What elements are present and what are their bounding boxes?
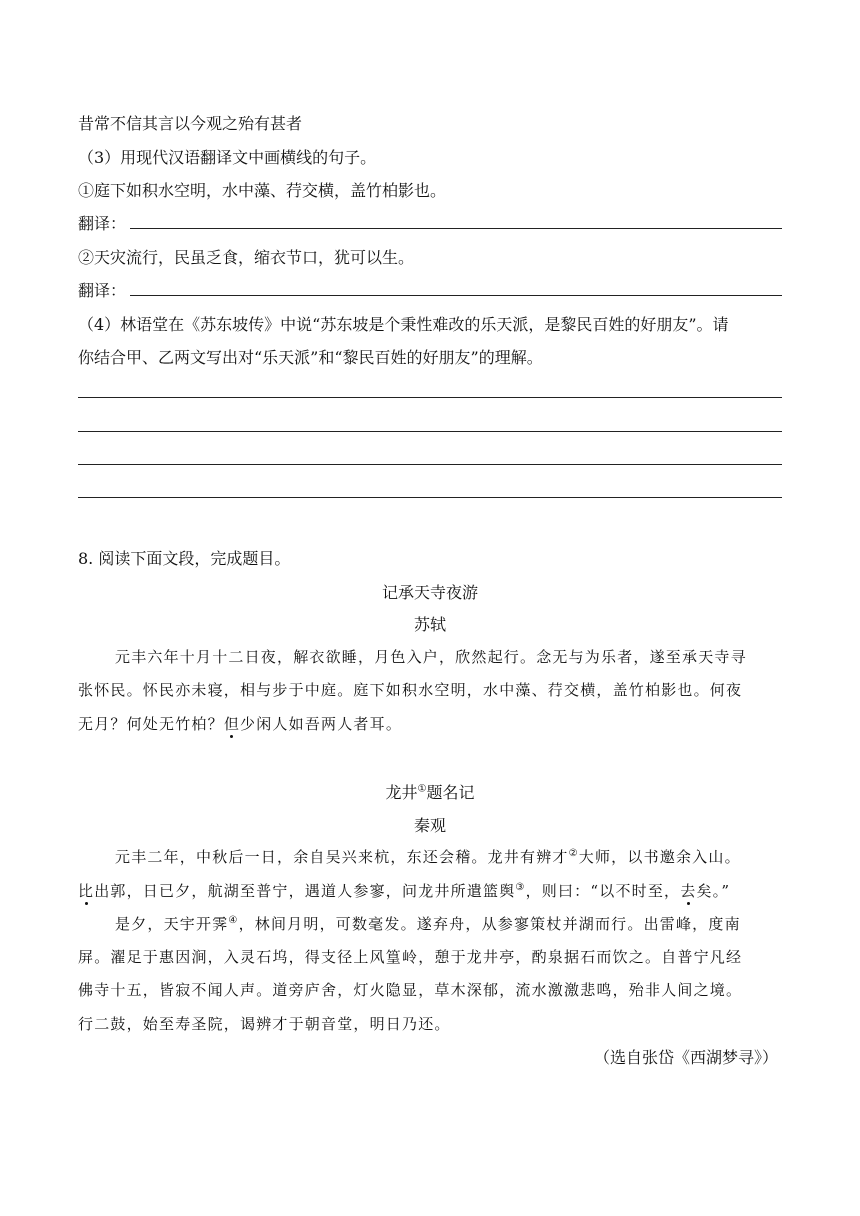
emphasis-dot-char: 比 [78,882,95,900]
answer-line-4[interactable] [78,497,782,498]
answer-line-translate-2[interactable] [130,295,782,296]
q8-prompt: 8. 阅读下面文段，完成题目。 [78,549,291,568]
q7-4-prompt-line-1: （4）林语堂在《苏东坡传》中说“苏东坡是个秉性难改的乐天派，是黎民百姓的好朋友”。请 [78,315,729,334]
q7-4-prompt-line-2: 你结合甲、乙两文写出对“乐天派”和“黎民百姓的好朋友”的理解。 [78,348,543,367]
q7-tail-text: 昔常不信其言以今观之殆有甚者 [78,114,303,133]
answer-line-3[interactable] [78,464,782,465]
text1-line-2: 张怀民。怀民亦未寝，相与步于中庭。庭下如积水空明，水中藻、荇交横，盖竹柏影也。何夜 [78,681,743,699]
text2-title: 龙井①题名记 [385,783,475,802]
text2-line-5: 佛寺十五，皆寂不闻人声。道旁庐舍，灯火隐显，草木深郁，流水激激悲鸣，殆非人间之境。 [78,981,743,999]
q7-3-prompt: （3）用现代汉语翻译文中画横线的句子。 [78,148,377,167]
emphasis-dot-char: 但 [223,715,241,733]
text2-author: 秦观 [413,816,446,835]
text1-title: 记承天寺夜游 [381,583,478,602]
text2-source: （选自张岱《西湖梦寻》） [593,1048,778,1067]
translate-label-2: 翻译： [78,281,127,300]
q7-3-sentence-1: ①庭下如积水空明，水中藻、荇交横，盖竹柏影也。 [78,181,447,200]
translate-label-1: 翻译： [78,214,127,233]
answer-line-1[interactable] [78,397,782,398]
text2-line-1: 元丰二年，中秋后一日，余自吴兴来杭，东还会稽。龙井有辨才②大师，以书邀余入山。 [115,848,741,866]
text2-line-2: 比出郭，日已夕，航湖至普宁，遇道人参寥，问龙井所遣篮舆③，则曰：“以不时至，去矣。” [78,882,731,900]
emphasis-dot-char: 去 [680,882,697,900]
text2-line-4: 屏。濯足于惠因涧，入灵石坞，得支径上风篁岭，憩于龙井亭，酌泉据石而饮之。自普宁凡经 [78,948,743,966]
q7-3-sentence-2: ②天灾流行，民虽乏食，缩衣节口，犹可以生。 [78,248,415,267]
text1-line-1: 元丰六年十月十二日夜，解衣欲睡，月色入户，欣然起行。念无与为乐者，遂至承天寺寻 [115,648,747,666]
text1-author: 苏轼 [413,615,446,634]
text2-line-6: 行二鼓，始至寿圣院，谒辨才于朝音堂，明日乃还。 [78,1015,451,1033]
text1-line-3: 无月？何处无竹柏？但少闲人如吾两人者耳。 [78,715,403,733]
answer-line-2[interactable] [78,431,782,432]
answer-line-translate-1[interactable] [130,228,782,229]
text2-line-3: 是夕，天宇开霁④，林间月明，可数毫发。遂弃舟，从参寥策杖并湖而行。出雷峰，度南 [115,915,741,933]
